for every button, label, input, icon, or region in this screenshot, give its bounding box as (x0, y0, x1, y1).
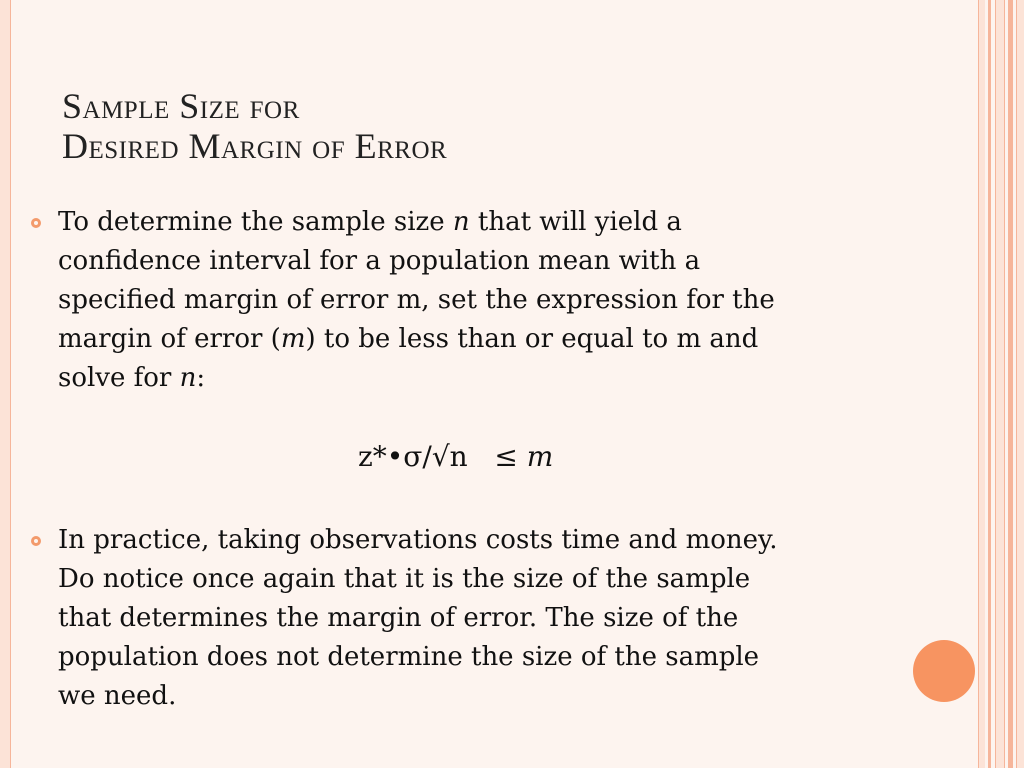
formula-rhs: m (526, 440, 554, 473)
left-border-stripe (0, 0, 11, 768)
formula (358, 440, 553, 473)
bullet-2-line-5: we need. (58, 681, 177, 711)
bullet-1 (58, 203, 908, 398)
title-line-2: Desired Margin of Error (62, 126, 448, 166)
formula-operator: ≤ (494, 440, 518, 473)
bullet-2-line-1: In practice, taking observations costs time and money. (58, 525, 778, 555)
bullet-1-line-3: specified margin of error m, set the expression for the (58, 285, 775, 315)
title-line-1: Sample Size for (62, 86, 300, 126)
bullet-icon (31, 218, 41, 228)
bullet-1-line-2: confidence interval for a population mean with a (58, 246, 701, 276)
bullet-1-line-5: solve for n: (58, 363, 206, 393)
formula-lhs: z*•σ/√n (358, 440, 468, 473)
decorative-orange-circle (913, 640, 975, 702)
bullet-2-line-3: that determines the margin of error. The size of the (58, 603, 739, 633)
bullet-1-line-1: To determine the sample size n that will yield a (58, 207, 682, 237)
slide-title (62, 86, 447, 166)
bullet-1-line-4: margin of error (m) to be less than or equal to m and (58, 324, 759, 354)
bullet-2-line-4: population does not determine the size of the sample (58, 642, 760, 672)
bullet-2-line-2: Do notice once again that it is the size of the sample (58, 564, 751, 594)
bullet-2 (58, 521, 908, 716)
bullet-icon (31, 536, 41, 546)
